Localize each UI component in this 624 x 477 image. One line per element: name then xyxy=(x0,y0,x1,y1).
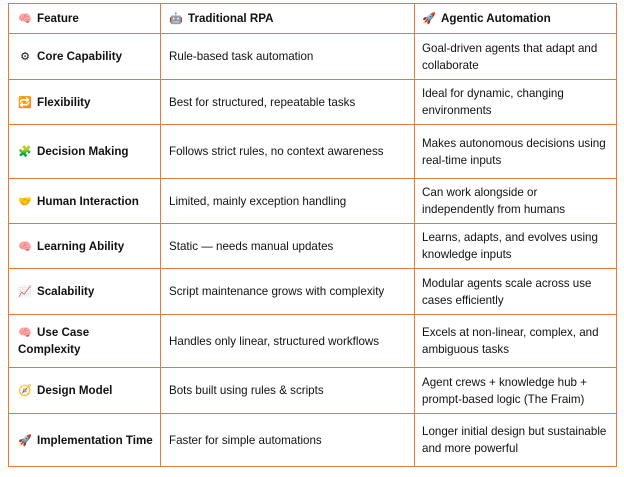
feature-cell xyxy=(9,269,161,315)
feature-cell xyxy=(9,80,161,125)
feature-cell xyxy=(9,315,161,368)
header-cell-agentic xyxy=(415,4,617,34)
feature-label: Scalability xyxy=(37,285,95,298)
feature-label: Implementation Time xyxy=(37,433,153,447)
table-row xyxy=(9,269,617,315)
feature-label: Decision Making xyxy=(37,145,129,158)
agentic-cell: Can work alongside or independently from humans xyxy=(415,179,617,224)
feature-cell xyxy=(9,34,161,80)
feature-cell xyxy=(9,368,161,414)
table-row xyxy=(9,315,617,368)
table-row xyxy=(9,414,617,467)
agentic-cell: Ideal for dynamic, changing environments xyxy=(415,80,617,125)
chart-up-icon: 📈 xyxy=(18,285,32,298)
feature-cell xyxy=(9,414,161,467)
table-row xyxy=(9,368,617,414)
header-label: Traditional RPA xyxy=(188,12,274,25)
gear-icon: ⚙ xyxy=(20,50,30,63)
agentic-cell: Longer initial design but sustainable and more powerful xyxy=(415,414,617,467)
table-row xyxy=(9,224,617,269)
feature-label: Learning Ability xyxy=(37,239,125,253)
header-cell-feature xyxy=(9,4,161,34)
feature-label: Core Capability xyxy=(37,50,123,63)
rpa-cell: Handles only linear, structured workflows xyxy=(161,315,415,368)
feature-cell xyxy=(9,224,161,269)
rpa-cell: Best for structured, repeatable tasks xyxy=(161,80,415,125)
agentic-cell: Agent crews + knowledge hub + prompt-based logic (The Fraim) xyxy=(415,368,617,414)
rpa-cell: Rule-based task automation xyxy=(161,34,415,80)
rpa-cell: Limited, mainly exception handling xyxy=(161,179,415,224)
table-row xyxy=(9,34,617,80)
rpa-cell: Follows strict rules, no context awareness xyxy=(161,125,415,179)
robot-icon: 🤖 xyxy=(169,12,183,25)
agentic-cell: Learns, adapts, and evolves using knowledge inputs xyxy=(415,224,617,269)
table-row xyxy=(9,179,617,224)
rpa-cell: Script maintenance grows with complexity xyxy=(161,269,415,315)
rpa-cell: Bots built using rules & scripts xyxy=(161,368,415,414)
feature-cell xyxy=(9,179,161,224)
rocket-icon: 🚀 xyxy=(422,12,436,25)
feature-label: Use Case Complexity xyxy=(18,326,90,356)
agentic-cell: Goal-driven agents that adapt and collaborate xyxy=(415,34,617,80)
table-row xyxy=(9,125,617,179)
rpa-cell: Faster for simple automations xyxy=(161,414,415,467)
brain-icon: 🧠 xyxy=(18,326,32,339)
header-label: Feature xyxy=(37,12,79,25)
brain-icon: 🧠 xyxy=(18,239,32,253)
flexibility-icon: 🔁 xyxy=(18,95,32,109)
rocket-icon: 🚀 xyxy=(18,433,32,447)
header-label: Agentic Automation xyxy=(441,12,551,25)
agentic-cell: Excels at non-linear, complex, and ambiguous tasks xyxy=(415,315,617,368)
brain-icon: 🧠 xyxy=(18,12,32,25)
comparison-table xyxy=(8,3,617,467)
feature-label: Flexibility xyxy=(37,95,91,109)
rpa-cell: Static — needs manual updates xyxy=(161,224,415,269)
feature-label: Human Interaction xyxy=(37,194,139,208)
agentic-cell: Modular agents scale across use cases efficiently xyxy=(415,269,617,315)
header-cell-rpa xyxy=(161,4,415,34)
compass-icon: 🧭 xyxy=(18,384,32,397)
feature-cell xyxy=(9,125,161,179)
puzzle-icon: 🧩 xyxy=(18,145,32,158)
agentic-cell: Makes autonomous decisions using real-time inputs xyxy=(415,125,617,179)
handshake-icon: 🤝 xyxy=(18,194,32,208)
feature-label: Design Model xyxy=(37,384,113,397)
table-row xyxy=(9,80,617,125)
table-header-row xyxy=(9,4,617,34)
